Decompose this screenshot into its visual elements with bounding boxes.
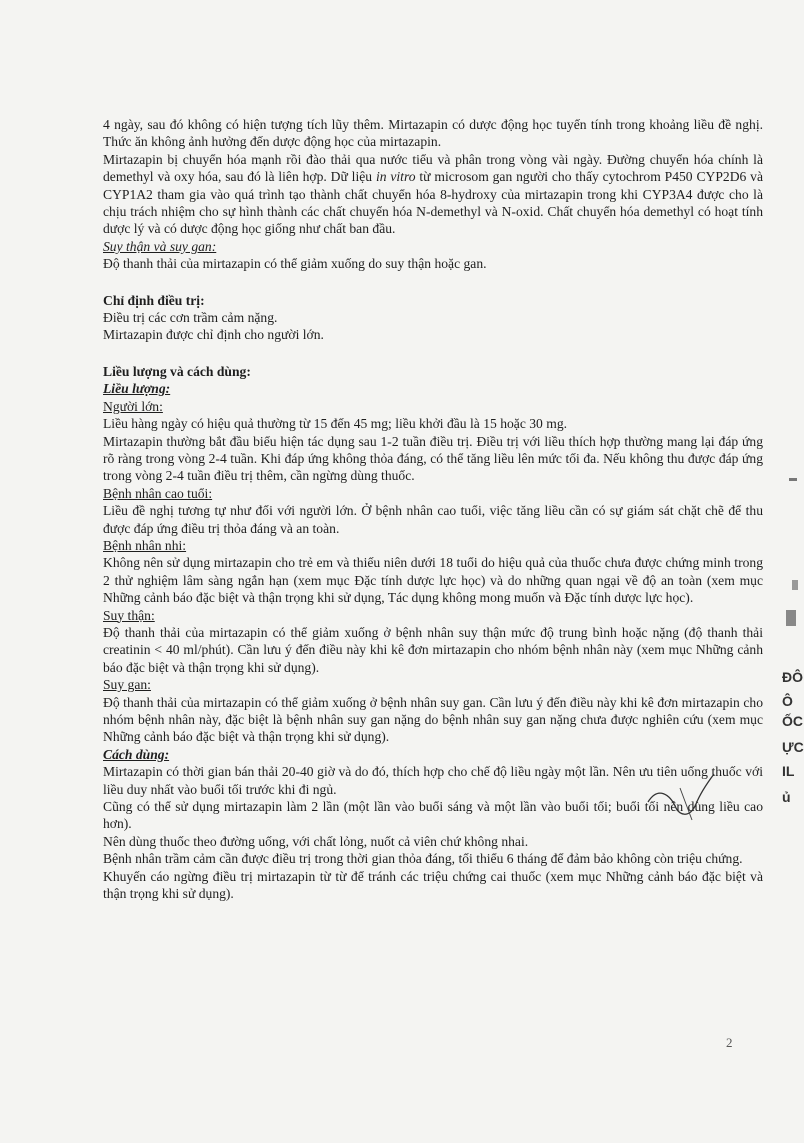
edge-fragment: ĐÔ — [782, 669, 803, 685]
edge-fragment: ỰC — [782, 739, 804, 755]
administration-paragraph: Cũng có thể sử dụng mirtazapin làm 2 lần (một lần vào buổi sáng và một lần vào buổi tối; buổi tối nên dùng liều cao hơn). — [103, 799, 763, 832]
edge-fragment: ΙL — [782, 763, 795, 779]
signature-mark — [640, 768, 720, 828]
dosage-heading: Liều lượng và cách dùng: — [103, 363, 251, 379]
elderly-label: Bệnh nhân cao tuổi: — [103, 485, 213, 501]
pk-renal-hepatic-title: Suy thận và suy gan: — [103, 238, 217, 254]
scan-mark — [786, 610, 796, 626]
scan-mark — [792, 580, 798, 590]
renal-label: Suy thận: — [103, 607, 155, 623]
indication-line: Điều trị các cơn trầm cảm nặng. — [103, 310, 278, 326]
page-number: 2 — [726, 1035, 733, 1050]
adult-paragraph: Mirtazapin thường bắt đầu biểu hiện tác dụng sau 1-2 tuần điều trị. Điều trị với liều thích hợp thường mang lại đáp ứng rõ ràng trong vòng 2-4 tuần. Khi đáp ứng không thỏa đáng, có thể tăng liều lên mức tối đa. Nếu không thu được đáp ứng trong vòng 2-4 tuần điều trị thêm, cần ngừng dùng thuốc. — [103, 433, 763, 484]
hepatic-paragraph: Độ thanh thải của mirtazapin có thể giảm xuống ở bệnh nhân suy gan. Cần lưu ý đến điều này khi kê đơn mirtazapin cho nhóm bệnh nhân này, đặc biệt là bệnh nhân suy gan nặng do bệnh nhân suy gan nặng chưa được nghiên cứu (xem mục Những cảnh báo đặc biệt và thận trọng khi sử dụng). — [103, 694, 763, 745]
administration-paragraph: Bệnh nhân trầm cảm cần được điều trị trong thời gian thỏa đáng, tối thiểu 6 tháng để đảm bảo không còn triệu chứng. — [103, 851, 743, 867]
hepatic-label: Suy gan: — [103, 677, 151, 693]
elderly-paragraph: Liều đề nghị tương tự như đối với người lớn. Ở bệnh nhân cao tuổi, việc tăng liều cần có sự giám sát chặt chẽ để thu được đáp ứng điều trị thỏa đáng và an toàn. — [103, 503, 763, 536]
children-paragraph: Không nên sử dụng mirtazapin cho trẻ em và thiếu niên dưới 18 tuổi do hiệu quả của thuốc chưa được chứng minh trong 2 thử nghiệm lâm sàng ngắn hạn (xem mục Đặc tính dược lực học) và do những quan ngại về độ an toàn (xem mục Những cảnh báo đặc biệt và thận trọng khi sử dụng, Tác dụng không mong muốn và Đặc tính dược lực học). — [103, 555, 763, 606]
dose-subheading: Liều lượng: — [103, 381, 171, 397]
administration-paragraph: Khuyến cáo ngừng điều trị mirtazapin từ từ để tránh các triệu chứng cai thuốc (xem mục Những cảnh báo đặc biệt và thận trọng khi sử dụng). — [103, 868, 763, 902]
edge-fragment: ủ — [782, 789, 791, 805]
indication-heading: Chỉ định điều trị: — [103, 292, 205, 308]
pk-paragraph: 4 ngày, sau đó không có hiện tượng tích lũy thêm. Mirtazapin có dược động học tuyến tính trong khoảng liều đề nghị. Thức ăn không ảnh hưởng đến dược động học của mirtazapin. — [103, 117, 763, 150]
pk-renal-hepatic-text: Độ thanh thải của mirtazapin có thể giảm xuống do suy thận hoặc gan. — [103, 256, 487, 272]
administration-paragraph: Nên dùng thuốc theo đường uống, với chất lỏng, nuốt cả viên chứ không nhai. — [103, 833, 529, 849]
scan-mark — [789, 478, 797, 481]
edge-fragment: ỐC — [782, 713, 803, 729]
pk-metabolism-paragraph: Mirtazapin bị chuyển hóa mạnh rồi đào thải qua nước tiểu và phân trong vòng vài ngày. Đường chuyển hóa chính là demethyl và oxy hóa, sau đó là liên hợp. Dữ liệu in vitro từ microsom gan người cho thấy cytochrom P450 CYP2D6 và CYP1A2 tham gia vào quá trình tạo thành chất chuyển hóa 8-hydroxy của mirtazapin trong khi CYP3A4 được cho là chịu trách nhiệm cho sự hình thành các chất chuyển hóa N-demethyl và N-oxid. Chất chuyển hóa demethyl có hoạt tính dược lý và có dược động học giống như chất ban đầu. — [103, 151, 763, 237]
adult-paragraph: Liều hàng ngày có hiệu quả thường từ 15 đến 45 mg; liều khởi đầu là 15 hoặc 30 mg. — [103, 416, 568, 432]
adult-label: Người lớn: — [103, 398, 163, 414]
in-vitro-term: in vitro — [375, 169, 416, 185]
administration-paragraph: Mirtazapin có thời gian bán thải 20-40 giờ và do đó, thích hợp cho chế độ liều ngày một lần. Nên ưu tiên uống thuốc với liều duy nhất vào buổi tối trước khi đi ngủ. — [103, 764, 763, 797]
administration-subheading: Cách dùng: — [103, 746, 170, 762]
indication-line: Mirtazapin được chỉ định cho người lớn. — [103, 327, 324, 343]
children-label: Bệnh nhân nhi: — [103, 537, 187, 553]
renal-paragraph: Độ thanh thải của mirtazapin có thể giảm xuống ở bệnh nhân suy thận mức độ trung bình hoặc nặng (độ thanh thải creatinin < 40 ml/phút). Cần lưu ý đến điều này khi kê đơn mirtazapin cho nhóm bệnh nhân này (xem mục Những cảnh báo đặc biệt và thận trọng khi sử dụng). — [103, 624, 763, 675]
edge-fragment: Ô — [782, 693, 793, 709]
